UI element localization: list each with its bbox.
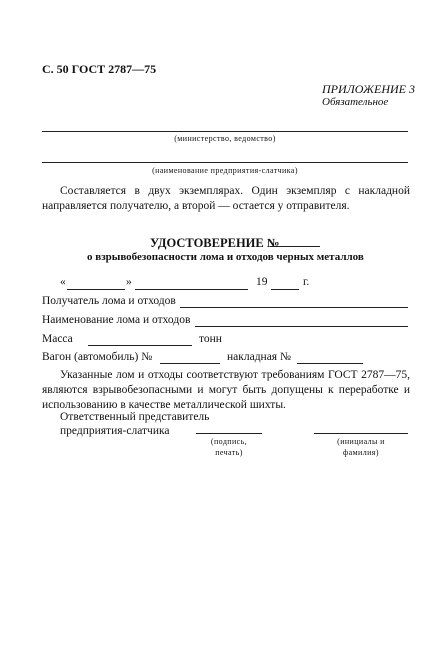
initials-field[interactable] <box>314 433 408 434</box>
statement-paragraph: Указанные лом и отходы соответствуют требованиям ГОСТ 2787—75, являются взрывобезопасными и могут быть допущены к переработке и использованию в качестве металлической шихты. <box>42 369 410 411</box>
appendix-title: ПРИЛОЖЕНИЕ 3 <box>322 82 415 96</box>
intro-paragraph: Составляется в двух экземплярах. Один экземпляр с накладной направляется получателю, а второй — остается у отправителя. <box>42 185 410 212</box>
certificate-title: УДОСТОВЕРЕНИЕ № <box>150 236 280 250</box>
name-field[interactable] <box>195 326 408 327</box>
mass-unit: тонн <box>199 333 222 345</box>
enterprise-line <box>42 162 408 163</box>
recipient-field[interactable] <box>180 307 408 308</box>
date-year-prefix: 19 <box>256 276 268 288</box>
mass-field[interactable] <box>88 345 192 346</box>
certificate-number-field[interactable] <box>270 246 320 247</box>
signature-field[interactable] <box>196 433 262 434</box>
ministry-caption: (министерство, ведомство) <box>174 134 276 143</box>
certificate-subtitle: о взрывобезопасности лома и отходов черных металлов <box>87 251 364 263</box>
signature-caption-2: печать) <box>215 448 243 457</box>
page-header: С. 50 ГОСТ 2787—75 <box>42 62 157 76</box>
date-year-field[interactable] <box>271 289 299 290</box>
name-label: Наименование лома и отходов <box>42 314 191 326</box>
date-month-field[interactable] <box>135 289 248 290</box>
initials-caption-1: (инициалы и <box>337 437 385 446</box>
appendix-status: Обязательное <box>322 96 389 108</box>
ministry-line <box>42 131 408 132</box>
recipient-label: Получатель лома и отходов <box>42 295 176 307</box>
initials-caption-2: фамилия) <box>343 448 379 457</box>
date-day-field[interactable] <box>67 289 125 290</box>
wagon-label: Вагон (автомобиль) № <box>42 351 153 363</box>
signature-role-line2: предприятия-слатчика <box>60 425 170 437</box>
invoice-label: накладная № <box>227 351 291 363</box>
mass-label: Масса <box>42 333 73 345</box>
signature-caption-1: (подпись, <box>210 437 248 446</box>
date-open-quote: « <box>60 276 66 288</box>
wagon-number-field[interactable] <box>160 363 220 364</box>
signature-role-line1: Ответственный представитель <box>60 411 210 423</box>
date-year-suffix: г. <box>303 276 310 288</box>
date-close-quote: » <box>126 276 132 288</box>
enterprise-caption: (наименование предприятия-слатчика) <box>152 166 298 175</box>
certificate-title-row <box>150 234 279 252</box>
invoice-number-field[interactable] <box>297 363 363 364</box>
